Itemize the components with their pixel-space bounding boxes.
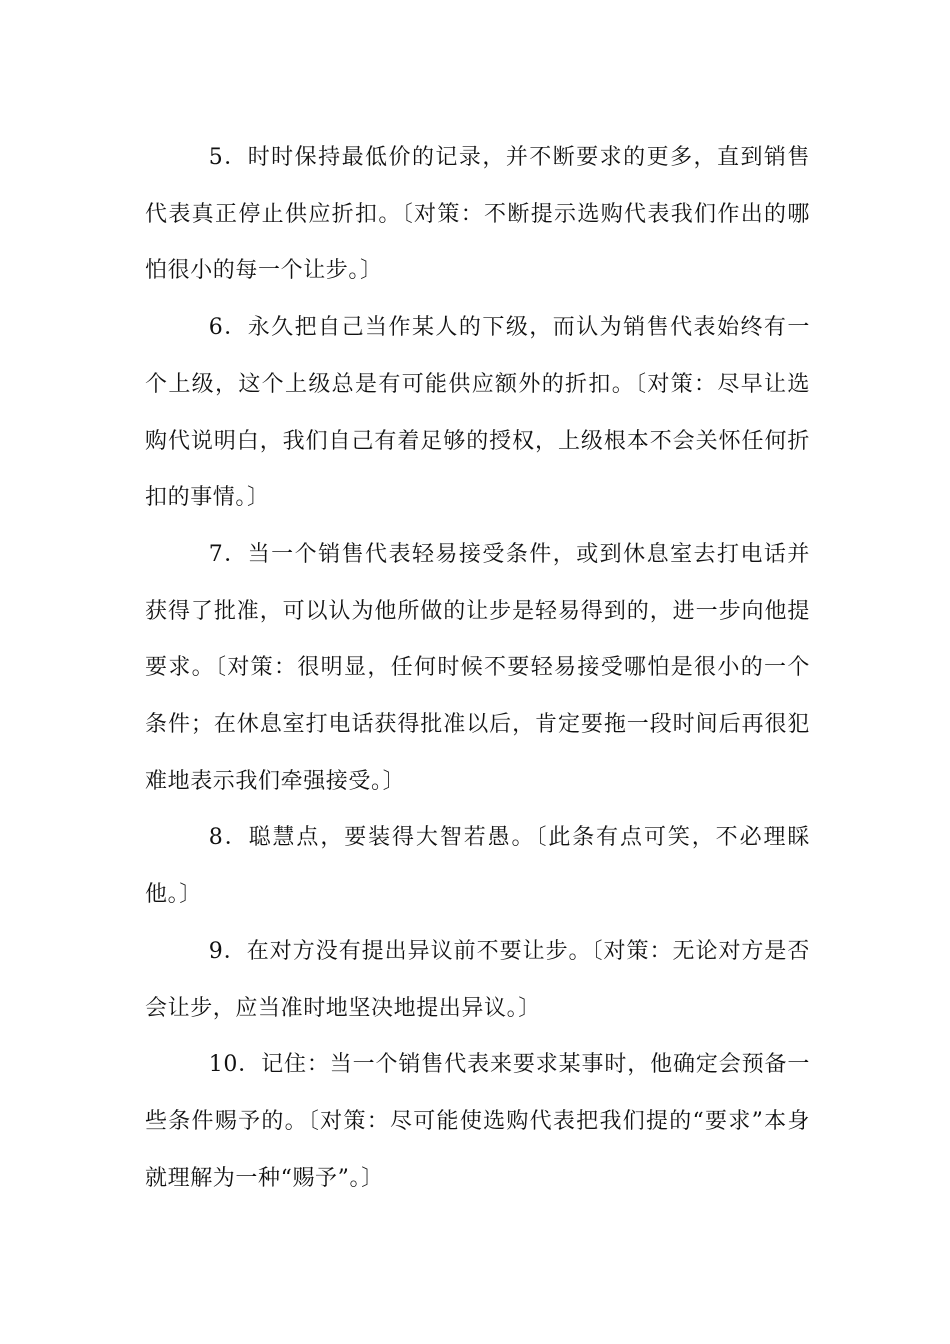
paragraph-item-7: 7．当一个销售代表轻易接受条件，或到休息室去打电话并获得了批准，可以认为他所做的让步是轻易得到的，进一步向他提要求。〔对策：很明显，任何时候不要轻易接受哪怕是很小的一个条件；在休息室打电话获得批准以后，肯定要拖一段时间后再很犯难地表示我们牵强接受。〕 [145,541,810,794]
paragraph-item-5: 5．时时保持最低价的记录，并不断要求的更多，直到销售代表真正停止供应折扣。〔对策：不断提示选购代表我们作出的哪怕很小的每一个让步。〕 [145,145,810,284]
paragraph-item-6: 6．永久把自己当作某人的下级，而认为销售代表始终有一个上级，这个上级总是有可能供应额外的折扣。〔对策：尽早让选购代说明白，我们自己有着足够的授权，上级根本不会关怀任何折扣的事情。〕 [145,315,810,511]
paragraph-item-10: 10．记住：当一个销售代表来要求某事时，他确定会预备一些条件赐予的。〔对策：尽可能使选购代表把我们提的“要求”本身就理解为一种“赐予”。〕 [145,1052,810,1191]
paragraph-item-8: 8．聪慧点，要装得大智若愚。〔此条有点可笑，不必理睬他。〕 [145,825,810,908]
paragraph-item-9: 9．在对方没有提出异议前不要让步。〔对策：无论对方是否会让步，应当准时地坚决地提出异议。〕 [145,938,810,1021]
document-body [145,130,810,1207]
